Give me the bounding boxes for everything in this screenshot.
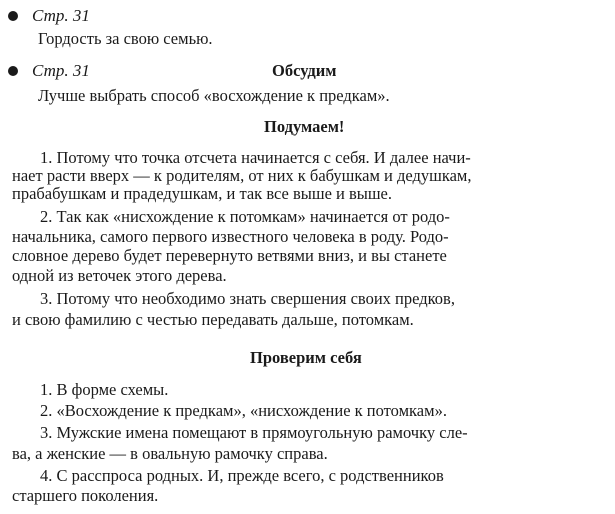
- paragraph-line: начальника, самого первого известного человека в роду. Родо-: [12, 227, 449, 246]
- page-reference: Стр. 31: [32, 6, 90, 25]
- paragraph-line: словное дерево будет перевернуто ветвями вниз, и вы станете: [12, 246, 447, 265]
- section-heading-think: Подумаем!: [264, 117, 345, 136]
- answer-line: Гордость за свою семью.: [38, 29, 213, 48]
- section-heading-discuss: Обсудим: [272, 61, 337, 80]
- paragraph-line: 4. С расспроса родных. И, прежде всего, с родственников: [40, 466, 444, 485]
- paragraph-line: 2. «Восхождение к предкам», «нисхождение к потомкам».: [40, 401, 447, 420]
- paragraph-line: 3. Потому что необходимо знать свершения своих предков,: [40, 289, 455, 308]
- paragraph-line: 3. Мужские имена помещают в прямоугольную рамочку сле-: [40, 423, 468, 442]
- paragraph-line: 1. В форме схемы.: [40, 380, 169, 399]
- bullet-icon: [8, 11, 18, 21]
- paragraph-line: нает расти вверх — к родителям, от них к бабушкам и дедушкам,: [12, 166, 472, 185]
- paragraph-line: 2. Так как «нисхождение к потомкам» начинается от родо-: [40, 207, 450, 226]
- paragraph-line: прабабушкам и прадедушкам, и так все выше и выше.: [12, 184, 393, 203]
- paragraph-line: и свою фамилию с честью передавать дальше, потомкам.: [12, 310, 414, 329]
- paragraph-line: одной из веточек этого дерева.: [12, 266, 227, 285]
- paragraph-line: 1. Потому что точка отсчета начинается с себя. И далее начи-: [40, 148, 471, 167]
- paragraph-line: ва, а женские — в овальную рамочку справа.: [12, 444, 328, 463]
- paragraph-line: старшего поколения.: [12, 486, 159, 505]
- page-reference: Стр. 31: [32, 61, 90, 80]
- section-heading-check: Проверим себя: [250, 348, 362, 367]
- bullet-icon: [8, 66, 18, 76]
- answer-line: Лучше выбрать способ «восхождение к предкам».: [38, 86, 390, 105]
